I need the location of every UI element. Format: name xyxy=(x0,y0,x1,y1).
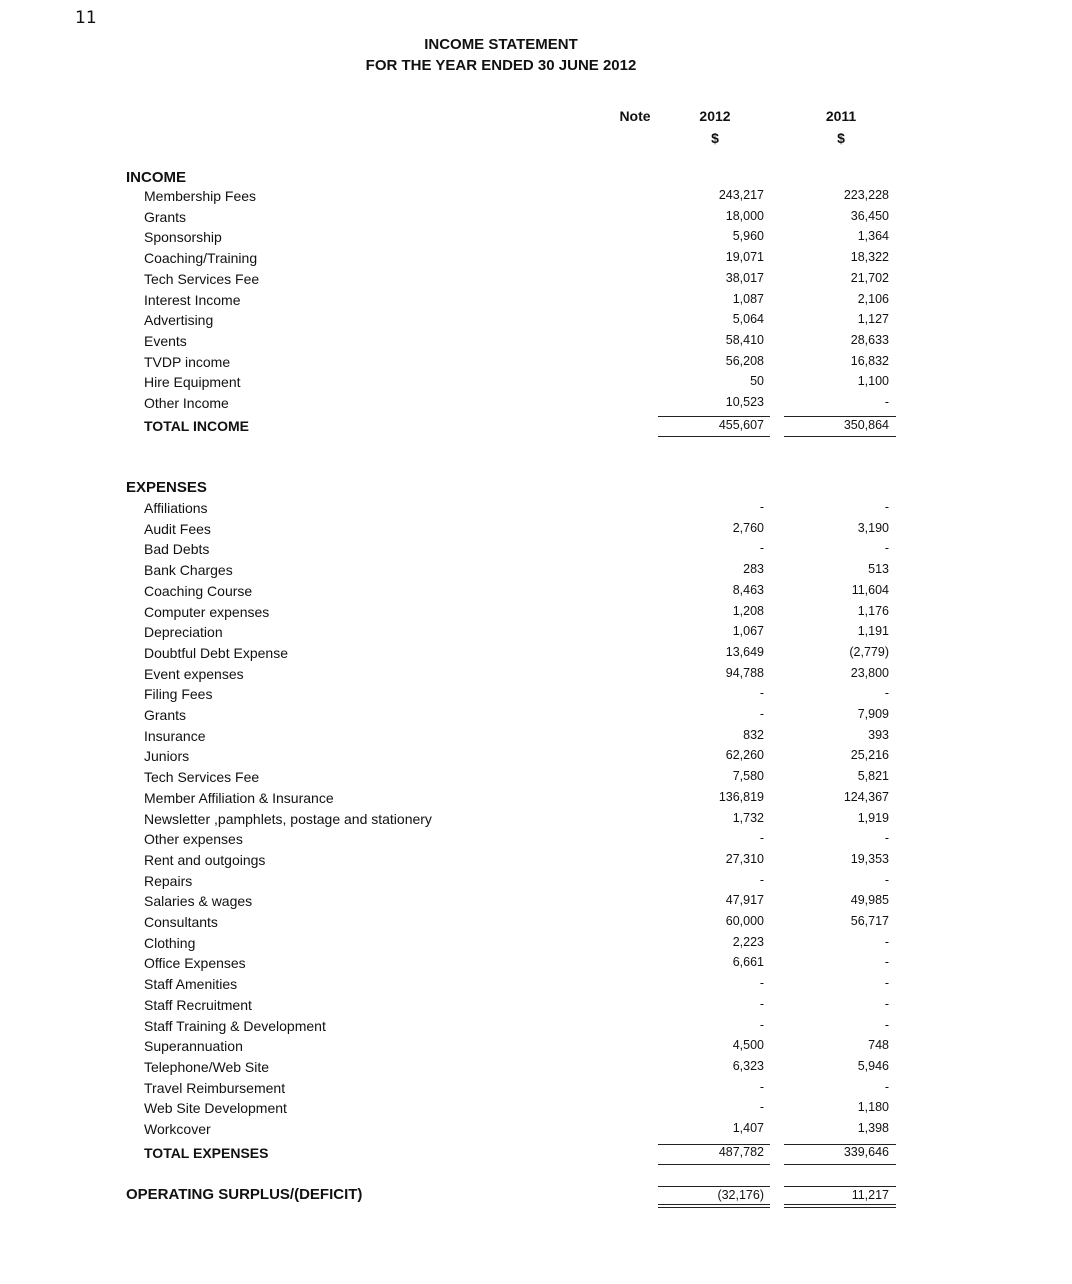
expense-row-2012-value: - xyxy=(759,1100,764,1115)
income-row-2011-value: 1,364 xyxy=(857,229,889,244)
income-row-2011-value: 36,450 xyxy=(850,208,889,223)
page-number: 11 xyxy=(75,8,97,28)
operating-surplus-2011: 11,217 xyxy=(851,1188,889,1202)
expense-row xyxy=(0,769,1072,790)
expense-row xyxy=(0,1059,1072,1080)
expense-row-label: Other expenses xyxy=(144,831,243,848)
income-row xyxy=(0,188,1072,209)
expense-row xyxy=(0,976,1072,997)
expense-row xyxy=(0,604,1072,625)
expense-row xyxy=(0,1080,1072,1101)
expense-row-2011-value: - xyxy=(884,1017,889,1032)
expense-row-2011-value: - xyxy=(884,831,889,846)
expense-row-label: Superannuation xyxy=(144,1038,243,1055)
expense-row-label: Staff Amenities xyxy=(144,976,238,993)
income-row-2012-value: 5,960 xyxy=(732,229,764,244)
expense-row xyxy=(0,873,1072,894)
expense-row-2011-value: 19,353 xyxy=(850,851,889,866)
expense-row-2012-value: 1,407 xyxy=(732,1121,764,1135)
total-income-row xyxy=(0,418,1072,439)
expense-row xyxy=(0,521,1072,542)
expense-row-2011-value: - xyxy=(884,500,889,514)
expense-row-label: Repairs xyxy=(144,872,193,889)
income-row-2012-value: 50 xyxy=(750,374,764,389)
income-row xyxy=(0,374,1072,395)
income-2012-subtotal-rule xyxy=(658,416,770,417)
expense-row-2011-value: 23,800 xyxy=(850,665,889,680)
expense-row-label: Salaries & wages xyxy=(144,893,253,910)
expense-row-2012-value: - xyxy=(759,1017,764,1032)
income-row-label: TVDP income xyxy=(144,353,231,370)
expense-row xyxy=(0,583,1072,604)
expense-row-label: Newsletter ,pamphlets, postage and stationery xyxy=(144,810,432,827)
surplus-2012-top-rule xyxy=(658,1186,770,1187)
income-row-2012-value: 243,217 xyxy=(718,188,764,202)
income-row-label: Events xyxy=(144,332,187,349)
surplus-2011-double-rule xyxy=(784,1204,896,1208)
expense-row-2012-value: - xyxy=(759,976,764,991)
income-row-2012-value: 38,017 xyxy=(725,270,764,285)
expense-row-label: Tech Services Fee xyxy=(144,769,260,786)
total-expenses-row xyxy=(0,1145,1072,1166)
income-row xyxy=(0,333,1072,354)
expense-row-2012-value: - xyxy=(759,500,764,514)
expense-row-2011-value: 25,216 xyxy=(850,748,889,763)
income-row-2012-value: 19,071 xyxy=(725,250,764,265)
expense-row-label: Audit Fees xyxy=(144,520,211,537)
expenses-2011-total-rule xyxy=(784,1164,896,1165)
total-expenses-2012: 487,782 xyxy=(718,1145,764,1159)
income-row xyxy=(0,250,1072,271)
income-2011-total-rule xyxy=(784,436,896,437)
expense-row-label: Telephone/Web Site xyxy=(144,1058,270,1075)
expense-row xyxy=(0,1038,1072,1059)
expense-row-2012-value: 2,223 xyxy=(732,934,764,949)
expense-row-label: Office Expenses xyxy=(144,955,246,972)
income-row xyxy=(0,354,1072,375)
income-2011-subtotal-rule xyxy=(784,416,896,417)
expense-row-label: Bank Charges xyxy=(144,562,233,579)
total-income-2011: 350,864 xyxy=(843,418,889,432)
expense-row-2012-value: - xyxy=(759,831,764,846)
expense-row-2012-value: - xyxy=(759,872,764,887)
expense-row-2011-value: 49,985 xyxy=(850,893,889,908)
expense-row-label: Staff Recruitment xyxy=(144,996,252,1013)
expense-row xyxy=(0,666,1072,687)
income-row-2011-value: 2,106 xyxy=(857,291,889,306)
year-2012-header: 2012 xyxy=(699,108,731,124)
expense-row xyxy=(0,955,1072,976)
surplus-2012-double-rule xyxy=(658,1204,770,1208)
expense-row-2011-value: - xyxy=(884,541,889,556)
operating-surplus-2012: (32,176) xyxy=(717,1188,764,1202)
expense-row-2011-value: - xyxy=(884,955,889,970)
expense-row-label: Consultants xyxy=(144,914,218,930)
expense-row-label: Clothing xyxy=(144,934,196,951)
expense-row-label: Bad Debts xyxy=(144,541,210,558)
income-row-label: Hire Equipment xyxy=(144,374,241,391)
expense-row-2011-value: 1,919 xyxy=(857,810,889,825)
expense-row xyxy=(0,914,1072,935)
statement-title: INCOME STATEMENT xyxy=(424,36,578,53)
expense-row-label: Coaching Course xyxy=(144,582,253,599)
expense-row-label: Event expenses xyxy=(144,665,244,682)
expense-row-2012-value: - xyxy=(759,541,764,556)
expense-row xyxy=(0,1100,1072,1121)
income-row-2012-value: 56,208 xyxy=(725,353,764,368)
expense-row xyxy=(0,852,1072,873)
total-expenses-label: TOTAL EXPENSES xyxy=(144,1145,269,1161)
total-income-2012: 455,607 xyxy=(718,418,764,432)
income-row-2011-value: 28,633 xyxy=(850,332,889,347)
expense-row-2011-value: 748 xyxy=(868,1038,889,1053)
expense-row-2012-value: 13,649 xyxy=(725,644,764,659)
expense-row-2011-value: 3,190 xyxy=(857,520,889,535)
expense-row-2011-value: (2,779) xyxy=(849,644,889,659)
expense-row-label: Affiliations xyxy=(144,500,208,516)
income-row xyxy=(0,229,1072,250)
expense-row xyxy=(0,500,1072,521)
expense-row-2012-value: 283 xyxy=(743,562,764,577)
expense-row xyxy=(0,790,1072,811)
expense-row-2012-value: 62,260 xyxy=(725,748,764,763)
statement-subtitle: FOR THE YEAR ENDED 30 JUNE 2012 xyxy=(365,57,637,74)
expense-row-label: Depreciation xyxy=(144,624,223,641)
income-row-2011-value: 223,228 xyxy=(843,188,889,202)
expense-row-2011-value: - xyxy=(884,872,889,887)
expense-row-2012-value: 1,732 xyxy=(732,810,764,825)
income-row-2012-value: 58,410 xyxy=(725,332,764,347)
income-row-label: Membership Fees xyxy=(144,188,257,204)
expense-row xyxy=(0,541,1072,562)
total-expenses-2011: 339,646 xyxy=(843,1145,889,1159)
income-row xyxy=(0,395,1072,416)
expense-row-label: Travel Reimbursement xyxy=(144,1079,286,1096)
income-row-2011-value: - xyxy=(884,395,889,409)
expense-row-2012-value: 60,000 xyxy=(725,914,764,928)
expense-row xyxy=(0,707,1072,728)
income-row-label: Interest Income xyxy=(144,291,241,308)
expense-row-2011-value: 5,946 xyxy=(857,1058,889,1073)
income-row-2012-value: 18,000 xyxy=(725,208,764,223)
expense-row-2012-value: 8,463 xyxy=(732,582,764,597)
expense-row-2012-value: 6,661 xyxy=(732,955,764,970)
expense-row-2011-value: 11,604 xyxy=(851,582,889,597)
expense-row xyxy=(0,997,1072,1018)
income-row-label: Other Income xyxy=(144,395,229,411)
expense-row-2012-value: - xyxy=(759,686,764,701)
expense-row-label: Staff Training & Development xyxy=(144,1017,326,1034)
note-column-header: Note xyxy=(619,108,651,124)
income-row xyxy=(0,271,1072,292)
expense-row-2011-value: - xyxy=(884,934,889,949)
currency-2011-header: $ xyxy=(837,130,845,146)
income-row-label: Tech Services Fee xyxy=(144,270,260,287)
expense-row-label: Doubtful Debt Expense xyxy=(144,644,288,661)
expense-row-2011-value: 1,176 xyxy=(857,603,889,618)
expense-row-2012-value: - xyxy=(759,1079,764,1094)
expense-row-label: Workcover xyxy=(144,1121,211,1137)
expense-row-2012-value: 27,310 xyxy=(725,851,764,866)
expense-row xyxy=(0,728,1072,749)
surplus-2011-top-rule xyxy=(784,1186,896,1187)
expense-row-2012-value: 7,580 xyxy=(732,769,764,784)
expense-row-2012-value: 2,760 xyxy=(732,520,764,535)
expense-row-2011-value: - xyxy=(884,1079,889,1094)
income-row-label: Grants xyxy=(144,208,187,225)
expense-row-label: Computer expenses xyxy=(144,603,270,620)
expense-row xyxy=(0,748,1072,769)
expense-row-2011-value: 56,717 xyxy=(850,914,889,928)
expense-row xyxy=(0,1121,1072,1142)
income-row-2011-value: 16,832 xyxy=(850,353,889,368)
income-row-2012-value: 1,087 xyxy=(732,291,764,306)
income-row-2011-value: 1,100 xyxy=(857,374,889,389)
income-row-2011-value: 21,702 xyxy=(850,270,889,285)
expense-row-2011-value: - xyxy=(884,976,889,991)
expense-row-2011-value: 1,180 xyxy=(857,1100,889,1115)
operating-surplus-label: OPERATING SURPLUS/(DEFICIT) xyxy=(126,1186,363,1203)
expense-row-label: Rent and outgoings xyxy=(144,851,266,868)
expense-row xyxy=(0,1018,1072,1039)
expense-row xyxy=(0,831,1072,852)
expense-row xyxy=(0,686,1072,707)
expense-row-2011-value: 1,191 xyxy=(857,624,889,639)
expense-row-2011-value: 7,909 xyxy=(857,707,889,721)
income-row-label: Sponsorship xyxy=(144,229,222,246)
expense-row-2012-value: 832 xyxy=(743,727,764,742)
expenses-heading: EXPENSES xyxy=(126,479,207,496)
income-row-2012-value: 5,064 xyxy=(732,312,764,327)
expense-row-2012-value: 136,819 xyxy=(718,789,764,804)
expense-row-2012-value: 6,323 xyxy=(732,1058,764,1073)
expense-row-2011-value: 1,398 xyxy=(857,1121,889,1135)
expense-row xyxy=(0,624,1072,645)
expense-row-2012-value: 47,917 xyxy=(725,893,764,908)
expense-row-2011-value: 124,367 xyxy=(843,789,889,804)
expense-row-label: Web Site Development xyxy=(144,1100,287,1117)
expense-row-2012-value: - xyxy=(759,707,764,721)
income-row-2011-value: 1,127 xyxy=(857,312,889,327)
expenses-2012-total-rule xyxy=(658,1164,770,1165)
income-row xyxy=(0,312,1072,333)
income-2012-total-rule xyxy=(658,436,770,437)
income-row-2012-value: 10,523 xyxy=(725,395,764,409)
currency-2012-header: $ xyxy=(711,130,719,146)
expense-row xyxy=(0,935,1072,956)
expense-row-label: Insurance xyxy=(144,727,206,744)
income-row-2011-value: 18,322 xyxy=(850,250,889,265)
expense-row-2012-value: - xyxy=(759,996,764,1011)
year-2011-header: 2011 xyxy=(825,108,857,124)
expense-row-label: Juniors xyxy=(144,748,190,765)
expense-row-2011-value: 393 xyxy=(868,727,889,742)
income-row xyxy=(0,209,1072,230)
total-income-label: TOTAL INCOME xyxy=(144,418,249,434)
expense-row-label: Grants xyxy=(144,707,187,723)
income-row-label: Advertising xyxy=(144,312,214,329)
expense-row xyxy=(0,562,1072,583)
expense-row-2011-value: 513 xyxy=(868,562,889,577)
expense-row-label: Filing Fees xyxy=(144,686,213,703)
expense-row xyxy=(0,645,1072,666)
income-row-label: Coaching/Training xyxy=(144,250,258,267)
expense-row-2011-value: - xyxy=(884,996,889,1011)
expense-row-2011-value: 5,821 xyxy=(857,769,889,784)
income-heading: INCOME xyxy=(126,169,186,186)
expense-row-label: Member Affiliation & Insurance xyxy=(144,789,334,806)
expense-row-2011-value: - xyxy=(884,686,889,701)
expense-row-2012-value: 94,788 xyxy=(725,665,764,680)
expense-row xyxy=(0,811,1072,832)
expense-row xyxy=(0,893,1072,914)
expense-row-2012-value: 4,500 xyxy=(732,1038,764,1053)
income-row xyxy=(0,292,1072,313)
expense-row-2012-value: 1,067 xyxy=(732,624,764,639)
expense-row-2012-value: 1,208 xyxy=(732,603,764,618)
